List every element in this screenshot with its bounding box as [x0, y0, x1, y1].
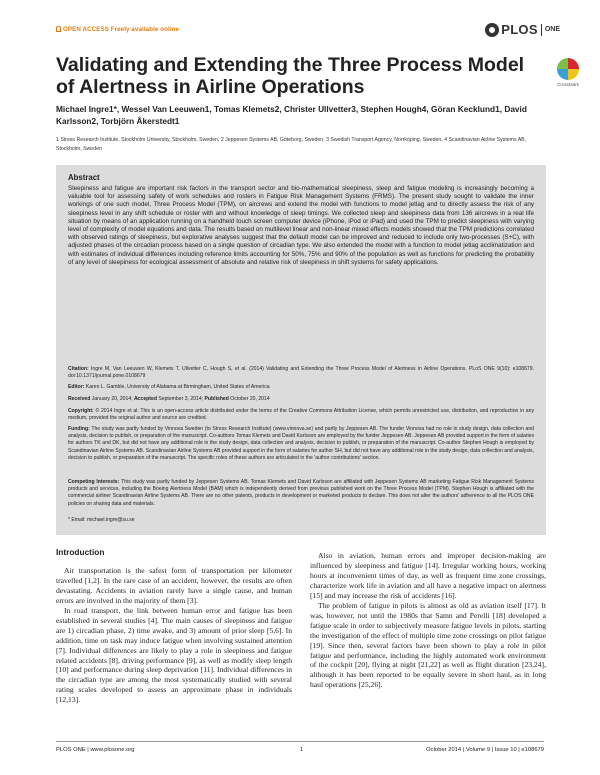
- intro-paragraph: Also in aviation, human errors and improper decision-making are influenced by sleepiness and fatigue [14]. Irregular working hours, working hours at inconvenient times of day, as well as frequent time zone crossings, characterize work life in aviation and all have a negative impact on alertness [15] and may increase the risk of accidents [16].: [310, 551, 546, 600]
- section-heading-introduction: Introduction: [56, 547, 105, 557]
- open-access-label: OPEN ACCESS Freely available online: [56, 26, 179, 33]
- citation: Citation: Ingre M, Van Leeuwen W, Klemets T, Ullvetter C, Hough S, et al. (2014) Validating and Extending the Three Process Model of Alertness in Airline Operations. PLoS ONE 9(10): e108679. doi:10.1371/journal.pone.0108679: [68, 366, 535, 380]
- plos-logo-word: PLOS: [501, 22, 538, 37]
- plos-logo-icon: [485, 23, 499, 37]
- plos-logo-sub: ONE: [544, 26, 560, 33]
- copyright: Copyright: © 2014 Ingre et al. This is an open-access article distributed under the terms of the Creative Commons Attribution License, which permits unrestricted use, distribution, and reproduction in any medium, provided the original author and source are credited.: [68, 408, 534, 422]
- corresponding-email: * Email: michael.ingre@su.se: [68, 517, 135, 523]
- journal-header: [56, 22, 560, 44]
- affiliations: 1 Stress Research Institute, Stockholm University, Stockholm, Sweden, 2 Jeppesen Systems AB, Göteborg, Sweden, 3 Swedish Transport Agency, Norrköping, Sweden, 4 Scandinavian Airline Systems AB, Stockholm, Sweden: [56, 137, 527, 152]
- abstract-text: Sleepiness and fatigue are important risk factors in the transport sector and bio-mathematical sleepiness, sleep and fatigue modeling is increasingly becoming a valuable tool for assessing safety of work schedules and rosters in Fatigue Risk Management Systems (FRMS). The present study sought to validate the inner workings of one such model, Three Process Model (TPM), on aircrews and extend the model with functions to model jetlag and to directly assess the risk of any sleepiness level in any shift schedule or roster with and without knowledge of sleep timings. We collected sleep and sleepiness data from 136 aircrews in a real life situation by means of an application running on a handheld touch screen computer device (iPhone, iPod or iPad) and used the TPM to predict sleepiness with varying level of complexity of model equations and data. The results based on multilevel linear and non-linear mixed effects models showed that the TPM predictions correlated with observed ratings of sleepiness, but explorative analyses suggest that the default model can be improved and reduced to include only two-processes (S+C), with adjusted phases of the circadian process based on a single question of circadian type. We also extended the model with a function to model jetlag acclimatization and with estimates of individual differences including reference limits accounting for 50%, 75% and 90% of the population as well as functions for predicting the probability of any level of sleepiness for ecological assessment of absolute and relative risk of sleepiness in shift systems for safety applications.: [68, 185, 534, 266]
- open-access-lock-icon: [56, 26, 61, 32]
- crossmark-badge[interactable]: [553, 58, 583, 87]
- footer-journal: PLOS ONE | www.plosone.org: [56, 747, 135, 753]
- logo-divider: [541, 24, 542, 36]
- page-footer: [56, 741, 544, 753]
- funding: Funding: The study was partly funded by Vinnova Sweden (to Stress Research Institute) (www.vinnova.se) and partly by Jeppesen AB. The funder Vinnova had no role in study design, data collection and analysis, decision to publish, or preparation of the manuscript. Co-authors Tomas Klemets and David Karlsson are employed by the funder Jeppesen AB. Jeppesen AB provided support in the form of salaries for authors TK and DK, but did not have any additional role in the study design, data collection and analysis, decision to publish, or preparation of the manuscript. Co-author Stephen Hough is employed by Scandinavian Airline Systems AB. Scandinavian Airline Systems AB provided support in the form of salaries for author SH, but did not have any additional role in the study design, data collection and analysis, decision to publish, or preparation of the manuscript. The specific roles of these authors are articulated in the 'author contributions' section.: [68, 426, 534, 461]
- intro-paragraph: Air transportation is the safest form of transportation per kilometer travelled [1,2]. In the rare case of an accident, however, the results are often devastating. Accidents in aviation rarely have a single cause, and human errors are involved in the majority of them [3].: [56, 565, 292, 605]
- page-number: 1: [300, 747, 304, 753]
- author-list: Michael Ingre1*, Wessel Van Leeuwen1, Tomas Klemets2, Christer Ullvetter3, Stephen Hough4, Göran Kecklund1, David Karlsson2, Torbjörn Åkerstedt1: [56, 104, 527, 126]
- footer-rule: [56, 741, 544, 742]
- intro-left-column: [56, 548, 292, 705]
- crossmark-label: CrossMark: [557, 82, 579, 87]
- editor: Editor: Karen L. Gamble, University of Alabama at Birmingham, United States of America: [68, 384, 270, 390]
- competing-interests: Competing Interests: This study was partly funded by Jeppesen Systems AB. Tomas Klemets and David Karlsson are affiliated with Jeppesen Systems AB marketing Fatigue Risk Management Systems products and services, including the Boeing Alertness Model (BAM) which is independently derived from previous published work on the Three Process Model (TPM). Stephen Hough is affiliated with the commercial airliner Scandinavian Airline Systems AB. There are no other patents, products in development or marketed products to declare. This does not alter the authors' adherence to all the PLOS ONE policies on sharing data and materials.: [68, 479, 534, 507]
- plos-one-logo: [485, 22, 560, 37]
- intro-paragraph: The problem of fatigue in pilots is almost as old as aviation itself [17]. It was, however, not until the 1980s that Samn and Perelli [18] developed a fatigue scale in order to subjectively measure fatigue levels in pilots, starting the investigation of the effect of multiple time zone crossings on pilot fatigue [19]. Since then, several factors have been shown to play a role in pilot fatigue and performance, including the highly automated work environment of the cockpit [20], flying at night [21,22] as well as flight duration [23,24], although it has been reported to be equally severe in short haul, as in long haul operations [25,26].: [310, 600, 546, 690]
- crossmark-icon: [557, 58, 579, 80]
- intro-paragraph: In road transport, the link between human error and fatigue has been established in several studies [4]. The main causes of sleepiness and fatigue are 1) circadian phase, 2) time awake, and 3) amount of prior sleep [5,6]. In addition, time on task may induce fatigue when involving sustained attention [7]. Individual differences are likely to play a role in sleepiness and fatigue related accidents [8], driving performance [9], as well as modify sleep length [10] and performance during sleep deprivation [11]. Individual differences in the circadian type are among the most systematically studied with several rating scales developed to assess an approximate phase in individuals [12,13].: [56, 605, 292, 705]
- intro-right-column: [310, 551, 546, 690]
- abstract-heading: Abstract: [68, 173, 100, 182]
- article-title: Validating and Extending the Three Process Model of Alertness in Airline Operations: [56, 54, 525, 98]
- article-dates: Received January 20, 2014; Accepted September 3, 2014; Published October 20, 2014: [68, 396, 270, 402]
- footer-issue: October 2014 | Volume 9 | Issue 10 | e108679: [426, 747, 544, 753]
